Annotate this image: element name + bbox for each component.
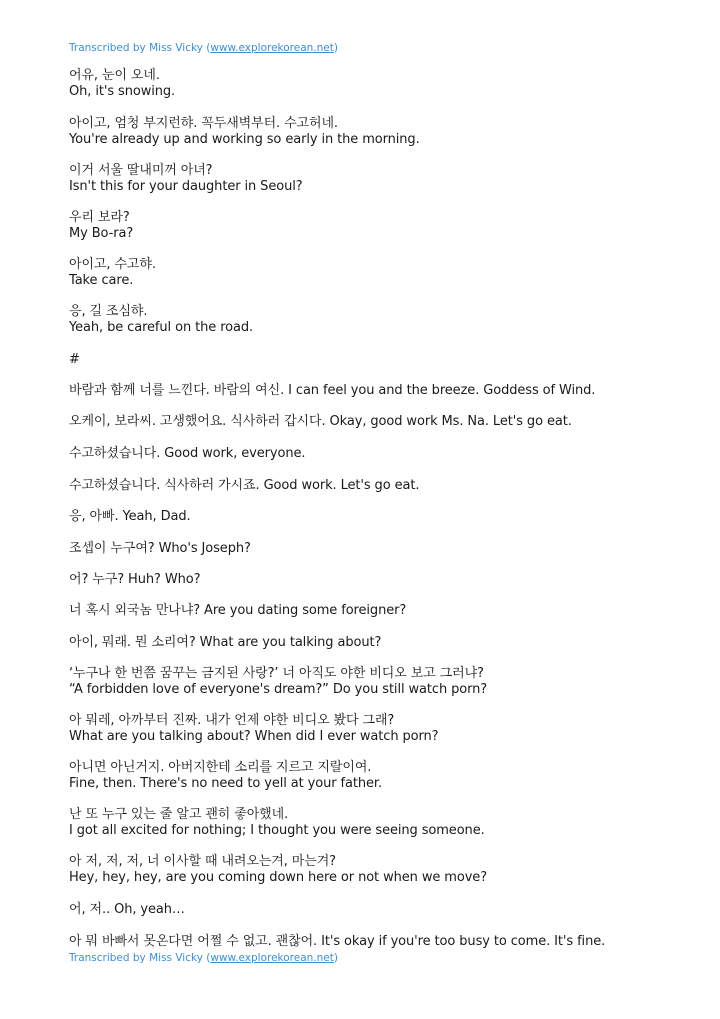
english-line: What are you talking about? When did I ever watch porn?	[69, 729, 439, 744]
dialogue-block	[69, 163, 303, 195]
dialogue-line: 아이, 뭐래. 뭔 소리여? What are you talking about?	[69, 635, 382, 650]
english-line: Isn't this for your daughter in Seoul?	[69, 179, 303, 194]
korean-line: 우리 보라?	[69, 210, 130, 225]
footer-credit: Transcribed by Miss Vicky (www.explorekorean.net)	[69, 952, 338, 964]
dialogue-line: 조셉이 누구여? Who's Joseph?	[69, 541, 251, 556]
scene-break	[69, 352, 80, 368]
dialogue-line: 너 혹시 외국놈 만나냐? Are you dating some foreigner?	[69, 603, 407, 618]
dialogue-block	[69, 68, 175, 100]
korean-line: 난 또 누구 있는 줄 알고 괜히 좋아했네.	[69, 807, 289, 822]
english-line: You're already up and working so early in the morning.	[69, 132, 420, 147]
dialogue-block	[69, 304, 253, 336]
dialogue-block	[69, 666, 487, 698]
english-line: I got all excited for nothing; I thought you were seeing someone.	[69, 823, 485, 838]
korean-line: 이거 서울 딸내미꺼 아녀?	[69, 163, 213, 178]
korean-line: 응, 길 조심햐.	[69, 304, 148, 319]
dialogue-block	[69, 210, 133, 242]
dialogue-block	[69, 713, 438, 745]
dialogue-block	[69, 257, 156, 289]
header-credit: Transcribed by Miss Vicky (www.explorekorean.net)	[69, 42, 338, 54]
korean-line: 아 뭐레, 아까부터 진짜. 내가 언제 야한 비디오 봤다 그래?	[69, 713, 395, 728]
dialogue-line: 바람과 함께 너를 느낀다. 바람의 여신. I can feel you and the breeze. Goddess of Wind.	[69, 383, 596, 398]
dialogue-line: 아 뭐 바빠서 못온다면 어쩔 수 없고. 괜찮어. It's okay if you're too busy to come. It's fine.	[69, 934, 606, 949]
korean-line: 아이고, 수고햐.	[69, 257, 156, 272]
dialogue-line: 오케이, 보라씨. 고생했어요. 식사하러 갑시다. Okay, good work Ms. Na. Let's go eat.	[69, 414, 572, 429]
english-line: “A forbidden love of everyone's dream?” Do you still watch porn?	[69, 682, 488, 697]
english-line: Hey, hey, hey, are you coming down here or not when we move?	[69, 870, 487, 885]
english-line: Fine, then. There's no need to yell at your father.	[69, 776, 382, 791]
dialogue-line: 응, 아빠. Yeah, Dad.	[69, 509, 191, 524]
english-line: Oh, it's snowing.	[69, 84, 176, 99]
korean-line: ‘누구나 한 번쯤 꿈꾸는 금지된 사랑?’ 너 아직도 야한 비디오 보고 그러냐?	[69, 666, 484, 681]
dialogue-line: 수고하셨습니다. Good work, everyone.	[69, 446, 306, 461]
scene-break-mark: #	[69, 352, 80, 367]
dialogue-block	[69, 760, 382, 792]
dialogue-block	[69, 807, 485, 839]
english-line: My Bo-ra?	[69, 226, 134, 241]
dialogue-block	[69, 116, 420, 148]
english-line: Yeah, be careful on the road.	[69, 320, 254, 335]
korean-line: 아니면 아닌거지. 아버지한테 소리를 지르고 지랄이여.	[69, 760, 372, 775]
dialogue-line: 어, 저.. Oh, yeah…	[69, 902, 185, 917]
english-line: Take care.	[69, 273, 134, 288]
header-credit-link[interactable]: www.explorekorean.net	[210, 42, 334, 54]
footer-credit-link[interactable]: www.explorekorean.net	[210, 952, 334, 964]
korean-line: 아이고, 엄청 부지런햐. 꼭두새벽부터. 수고허네.	[69, 116, 338, 131]
korean-line: 아 저, 저, 저, 너 이사할 때 내려오는겨, 마는겨?	[69, 854, 336, 869]
dialogue-line: 수고하셨습니다. 식사하러 가시죠. Good work. Let's go eat.	[69, 478, 420, 493]
dialogue-block	[69, 854, 487, 886]
korean-line: 어유, 눈이 오네.	[69, 68, 160, 83]
dialogue-line: 어? 누구? Huh? Who?	[69, 572, 201, 587]
